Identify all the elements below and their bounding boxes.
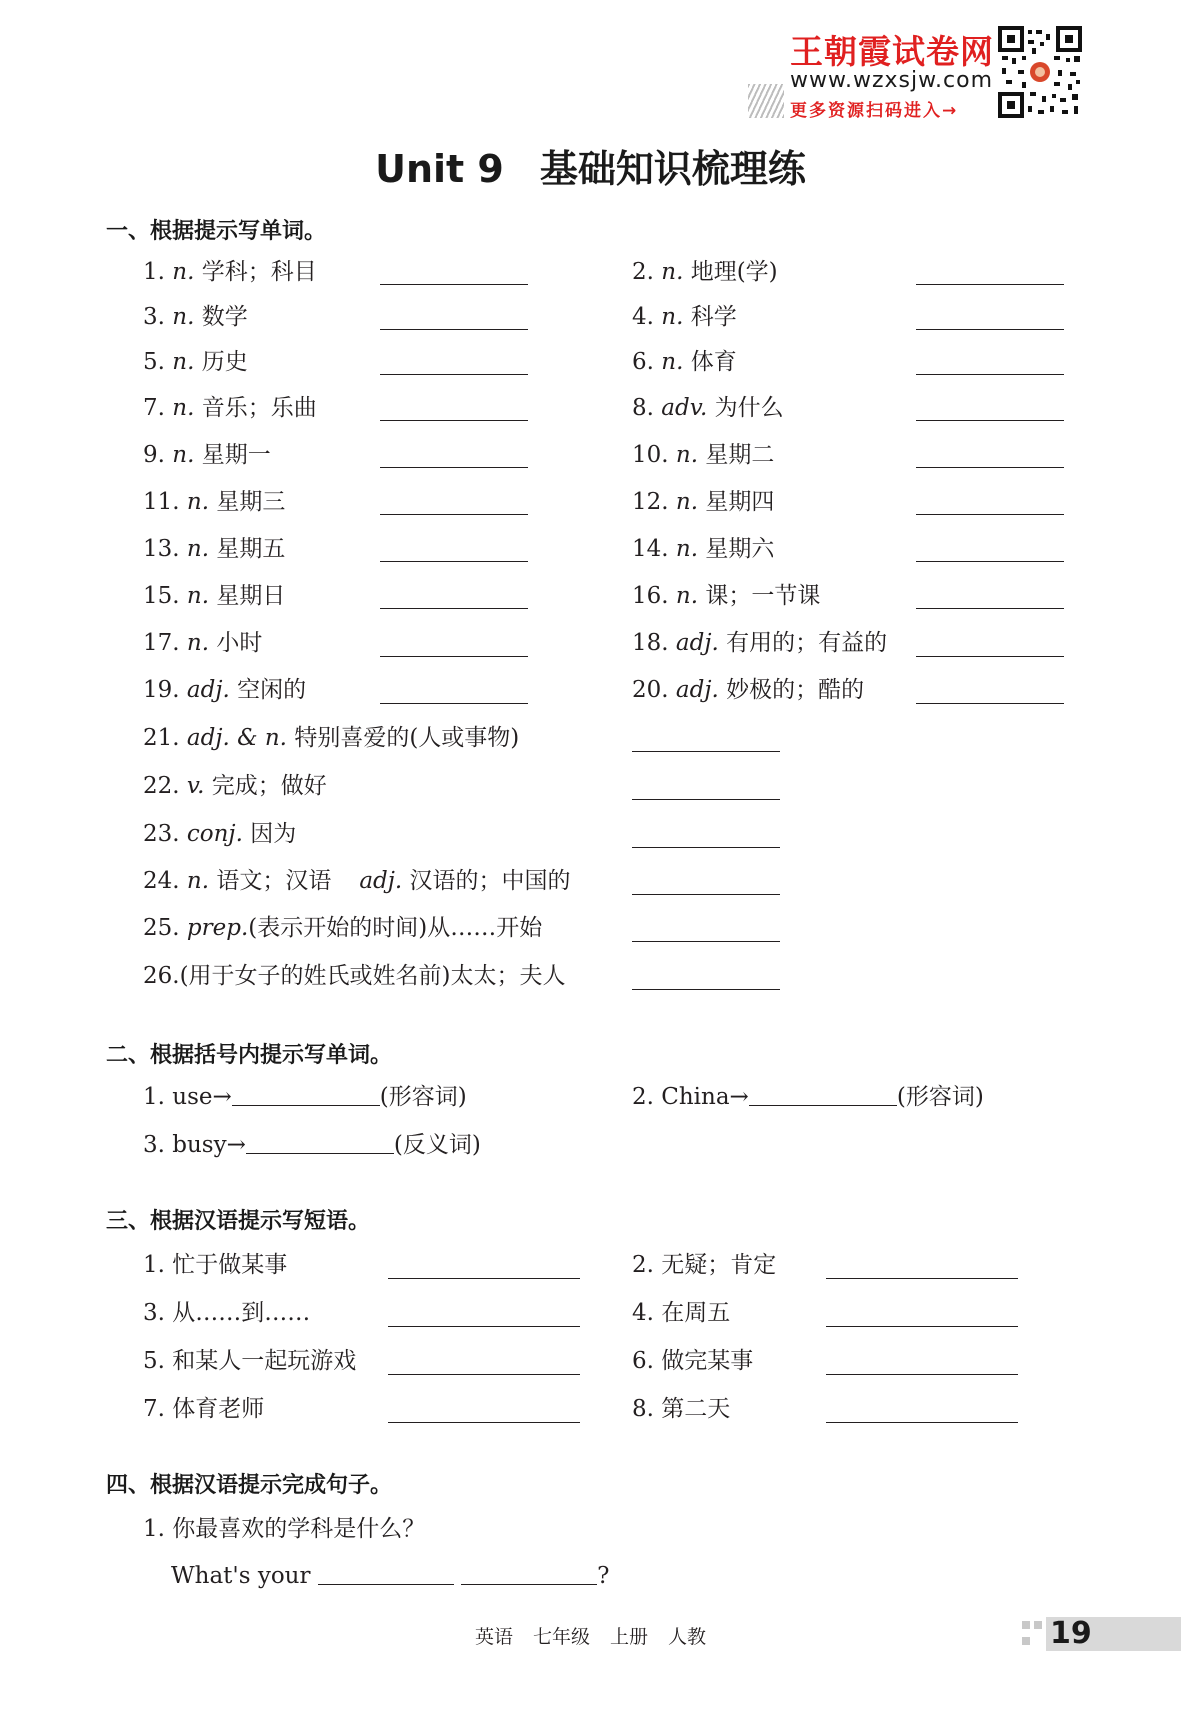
s2-item-1: 1. use→ (形容词) <box>143 1084 467 1110</box>
s1-item-5: 5. n. 历史 <box>143 349 248 375</box>
section4-heading: 四、根据汉语提示完成句子。 <box>106 1473 393 1498</box>
brand-title: 王朝霞试卷网 <box>790 32 994 71</box>
section2-heading: 二、根据括号内提示写单词。 <box>106 1043 393 1068</box>
s2-answer-3[interactable] <box>246 1132 394 1154</box>
s1-item-21: 21. adj. & n. 特别喜爱的(人或事物) <box>143 725 520 751</box>
s1-answer-9[interactable] <box>380 467 528 468</box>
s1-answer-19[interactable] <box>380 703 528 704</box>
s3-item-7: 7. 体育老师 <box>143 1396 265 1422</box>
s1-answer-11[interactable] <box>380 514 528 515</box>
s1-item-19: 19. adj. 空闲的 <box>143 677 307 703</box>
s1-answer-17[interactable] <box>380 656 528 657</box>
s1-item-17: 17. n. 小时 <box>143 630 263 656</box>
s1-answer-23[interactable] <box>632 847 780 848</box>
s3-answer-3[interactable] <box>388 1326 580 1327</box>
s1-answer-18[interactable] <box>916 656 1064 657</box>
brand-header <box>748 22 1088 122</box>
s1-answer-5[interactable] <box>380 374 528 375</box>
s1-answer-26[interactable] <box>632 989 780 990</box>
s3-answer-2[interactable] <box>826 1278 1018 1279</box>
s1-item-4: 4. n. 科学 <box>632 304 737 330</box>
s1-item-1: 1. n. 学科；科目 <box>143 259 317 285</box>
s1-answer-2[interactable] <box>916 284 1064 285</box>
section1-heading: 一、根据提示写单词。 <box>106 219 327 244</box>
s1-answer-13[interactable] <box>380 561 528 562</box>
section3-heading: 三、根据汉语提示写短语。 <box>106 1209 371 1234</box>
s1-item-12: 12. n. 星期四 <box>632 489 775 515</box>
s3-answer-1[interactable] <box>388 1278 580 1279</box>
s1-answer-20[interactable] <box>916 703 1064 704</box>
s1-answer-1[interactable] <box>380 284 528 285</box>
s3-answer-4[interactable] <box>826 1326 1018 1327</box>
s1-item-9: 9. n. 星期一 <box>143 442 271 468</box>
s1-item-14: 14. n. 星期六 <box>632 536 775 562</box>
decorative-stripes <box>748 84 784 118</box>
s3-item-6: 6. 做完某事 <box>632 1348 754 1374</box>
s1-answer-21[interactable] <box>632 751 780 752</box>
s1-answer-8[interactable] <box>916 420 1064 421</box>
page-corner-decoration <box>1020 1617 1046 1651</box>
s3-answer-7[interactable] <box>388 1422 580 1423</box>
brand-tagline: 更多资源扫码进入→ <box>790 101 959 121</box>
s1-item-8: 8. adv. 为什么 <box>632 395 784 421</box>
s3-item-4: 4. 在周五 <box>632 1300 731 1326</box>
s1-answer-3[interactable] <box>380 329 528 330</box>
s1-item-18: 18. adj. 有用的；有益的 <box>632 630 888 656</box>
s3-answer-8[interactable] <box>826 1422 1018 1423</box>
s3-answer-6[interactable] <box>826 1374 1018 1375</box>
s4-answer-1a[interactable] <box>318 1563 454 1585</box>
s4-answer-1b[interactable] <box>461 1563 597 1585</box>
s3-item-8: 8. 第二天 <box>632 1396 731 1422</box>
s3-item-5: 5. 和某人一起玩游戏 <box>143 1348 357 1374</box>
s1-item-13: 13. n. 星期五 <box>143 536 286 562</box>
s1-item-11: 11. n. 星期三 <box>143 489 286 515</box>
s1-item-7: 7. n. 音乐；乐曲 <box>143 395 317 421</box>
page-number: 19 <box>1050 1616 1092 1651</box>
s3-answer-5[interactable] <box>388 1374 580 1375</box>
s1-answer-25[interactable] <box>632 941 780 942</box>
s1-answer-14[interactable] <box>916 561 1064 562</box>
s1-item-25: 25. prep.(表示开始的时间)从……开始 <box>143 915 543 941</box>
s4-item-1: 1. 你最喜欢的学科是什么？ <box>143 1516 426 1542</box>
s1-item-15: 15. n. 星期日 <box>143 583 286 609</box>
s1-item-24: 24. n. 语文；汉语 adj. 汉语的；中国的 <box>143 868 571 894</box>
title-unit: Unit 9 <box>375 147 504 191</box>
s3-item-1: 1. 忙于做某事 <box>143 1252 288 1278</box>
s2-answer-2[interactable] <box>749 1084 897 1106</box>
s1-item-3: 3. n. 数学 <box>143 304 248 330</box>
s1-answer-16[interactable] <box>916 608 1064 609</box>
s2-item-2: 2. China→ (形容词) <box>632 1084 984 1110</box>
s3-item-3: 3. 从……到…… <box>143 1300 311 1326</box>
s1-item-6: 6. n. 体育 <box>632 349 737 375</box>
s1-item-20: 20. adj. 妙极的；酷的 <box>632 677 865 703</box>
s1-answer-6[interactable] <box>916 374 1064 375</box>
s1-item-22: 22. v. 完成；做好 <box>143 773 327 799</box>
brand-url[interactable]: www.wzxsjw.com <box>790 68 994 93</box>
s3-item-2: 2. 无疑；肯定 <box>632 1252 777 1278</box>
page-title <box>0 138 1181 193</box>
s1-answer-24[interactable] <box>632 894 780 895</box>
s1-item-23: 23. conj. 因为 <box>143 821 297 847</box>
s2-item-3: 3. busy→ (反义词) <box>143 1132 481 1158</box>
s1-answer-10[interactable] <box>916 467 1064 468</box>
s1-item-2: 2. n. 地理(学) <box>632 259 778 285</box>
s1-answer-4[interactable] <box>916 329 1064 330</box>
s1-item-26: 26.(用于女子的姓氏或姓名前)太太；夫人 <box>143 963 566 989</box>
s1-answer-22[interactable] <box>632 799 780 800</box>
s1-item-10: 10. n. 星期二 <box>632 442 775 468</box>
qr-code-icon[interactable] <box>998 26 1082 118</box>
footer-book-info: 英语 七年级 上册 人教 <box>474 1626 707 1648</box>
s1-item-16: 16. n. 课；一节课 <box>632 583 821 609</box>
s1-answer-12[interactable] <box>916 514 1064 515</box>
s1-answer-15[interactable] <box>380 608 528 609</box>
title-text: 基础知识梳理练 <box>539 147 806 191</box>
s4-item-1-answer: What's your ? <box>171 1563 610 1589</box>
s1-answer-7[interactable] <box>380 420 528 421</box>
s2-answer-1[interactable] <box>232 1084 380 1106</box>
